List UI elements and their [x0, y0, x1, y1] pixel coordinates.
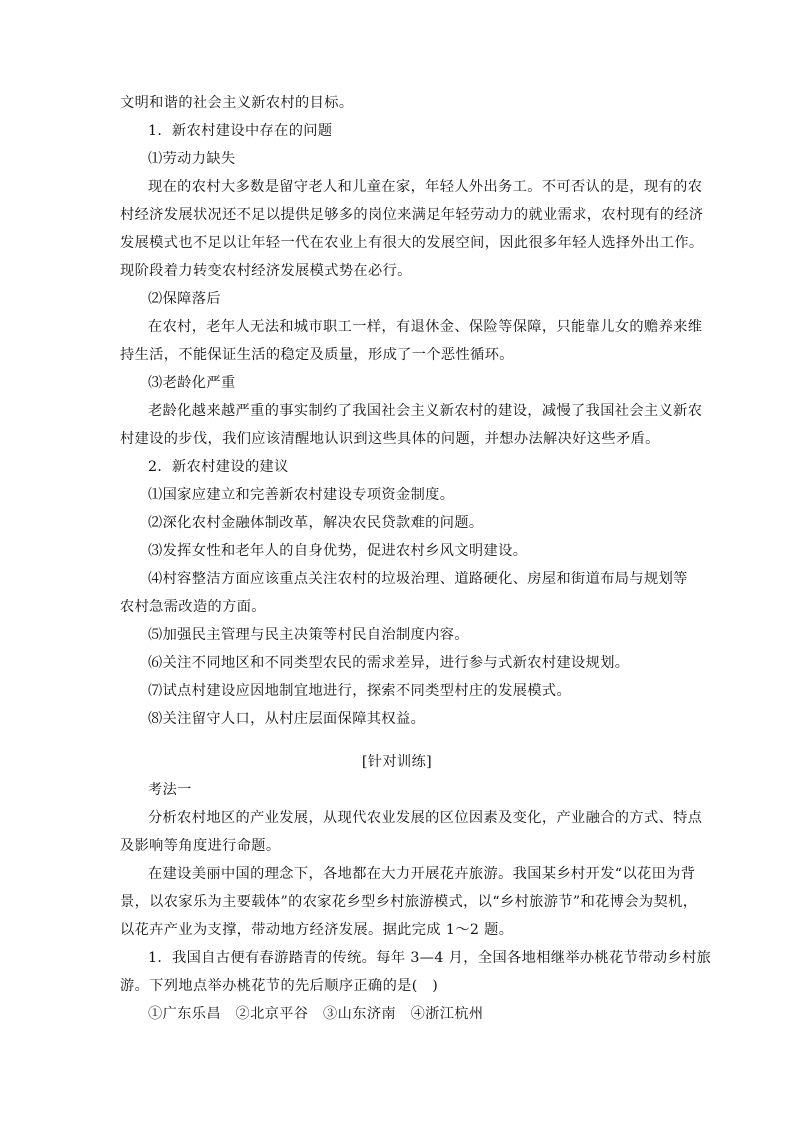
list-item: ⑺试点村建设应因地制宜地进行，探索不同类型村庄的发展模式。	[148, 683, 572, 699]
subsection-heading: ⑴劳动力缺失	[148, 151, 236, 167]
list-item: ⑸加强民主管理与民主决策等村民自治制度内容。	[148, 627, 469, 643]
text-line: 在建设美丽中国的理念下，各地都在大力开展花卉旅游。我国某乡村开发“以花田为背	[148, 866, 696, 882]
list-item: ⑴国家应建立和完善新农村建设专项资金制度。	[148, 487, 455, 503]
list-item: ⑻关注留守人口，从村庄层面保障其权益。	[148, 711, 426, 727]
text-line: 村经济发展状况还不足以提供足够多的岗位来满足年轻劳动力的就业需求，农村现有的经济	[120, 207, 704, 223]
text-line: 现在的农村大多数是留守老人和儿童在家，年轻人外出务工。不可否认的是，现有的农	[148, 179, 703, 195]
list-item: ⑵深化农村金融体制改革，解决农民贷款难的问题。	[148, 515, 484, 531]
training-heading: [针对训练]	[361, 754, 433, 770]
text-line: 文明和谐的社会主义新农村的目标。	[120, 95, 354, 111]
list-item: ⑶发挥女性和老年人的自身优势，促进农村乡风文明建设。	[148, 543, 528, 559]
text-line: 及影响等角度进行命题。	[120, 838, 281, 854]
section-heading: 2．新农村建设的建议	[148, 459, 289, 475]
text-line: 发展模式也不足以让年轻一代在农业上有很大的发展空间，因此很多年轻人选择外出工作。	[120, 235, 704, 251]
text-line: 以花卉产业为支撑，带动地方经济发展。据此完成 1～2 题。	[120, 922, 514, 938]
text-line: 在农村，老年人无法和城市职工一样，有退休金、保险等保障，只能靠儿女的赡养来维	[148, 319, 703, 335]
text-line: 持生活，不能保证生活的稳定及质量，形成了一个恶性循环。	[120, 347, 514, 363]
question-text: 1．我国自古便有春游踏青的传统。每年 3—4 月，全国各地相继举办桃花节带动乡村旅	[148, 950, 712, 966]
section-heading: 1．新农村建设中存在的问题	[148, 123, 333, 139]
text-line: 现阶段着力转变农村经济发展模式势在必行。	[120, 263, 412, 279]
text-line: 村建设的步伐，我们应该清醒地认识到这些具体的问题，并想办法解决好这些矛盾。	[120, 431, 660, 447]
text-line: 老龄化越来越严重的事实制约了我国社会主义新农村的建设，减慢了我国社会主义新农	[148, 403, 703, 419]
list-item: ⑹关注不同地区和不同类型农民的需求差异，进行参与式新农村建设规划。	[148, 655, 630, 671]
text-line: 农村急需改造的方面。	[120, 599, 266, 615]
method-label: 考法一	[148, 782, 192, 798]
list-item: ⑷村容整洁方面应该重点关注农村的垃圾治理、道路硬化、房屋和街道布局与规划等	[148, 571, 688, 587]
subsection-heading: ⑶老龄化严重	[148, 375, 236, 391]
text-line: 景，以农家乐为主要载体”的农家花乡型乡村旅游模式，以“乡村旅游节”和花博会为契机，	[120, 894, 698, 910]
text-line: 分析农村地区的产业发展，从现代农业发展的区位因素及变化，产业融合的方式、特点	[148, 810, 703, 826]
subsection-heading: ⑵保障落后	[148, 291, 221, 307]
question-text: 游。下列地点举办桃花节的先后顺序正确的是( )	[120, 978, 439, 994]
question-options: ①广东乐昌 ②北京平谷 ③山东济南 ④浙江杭州	[148, 1006, 484, 1022]
